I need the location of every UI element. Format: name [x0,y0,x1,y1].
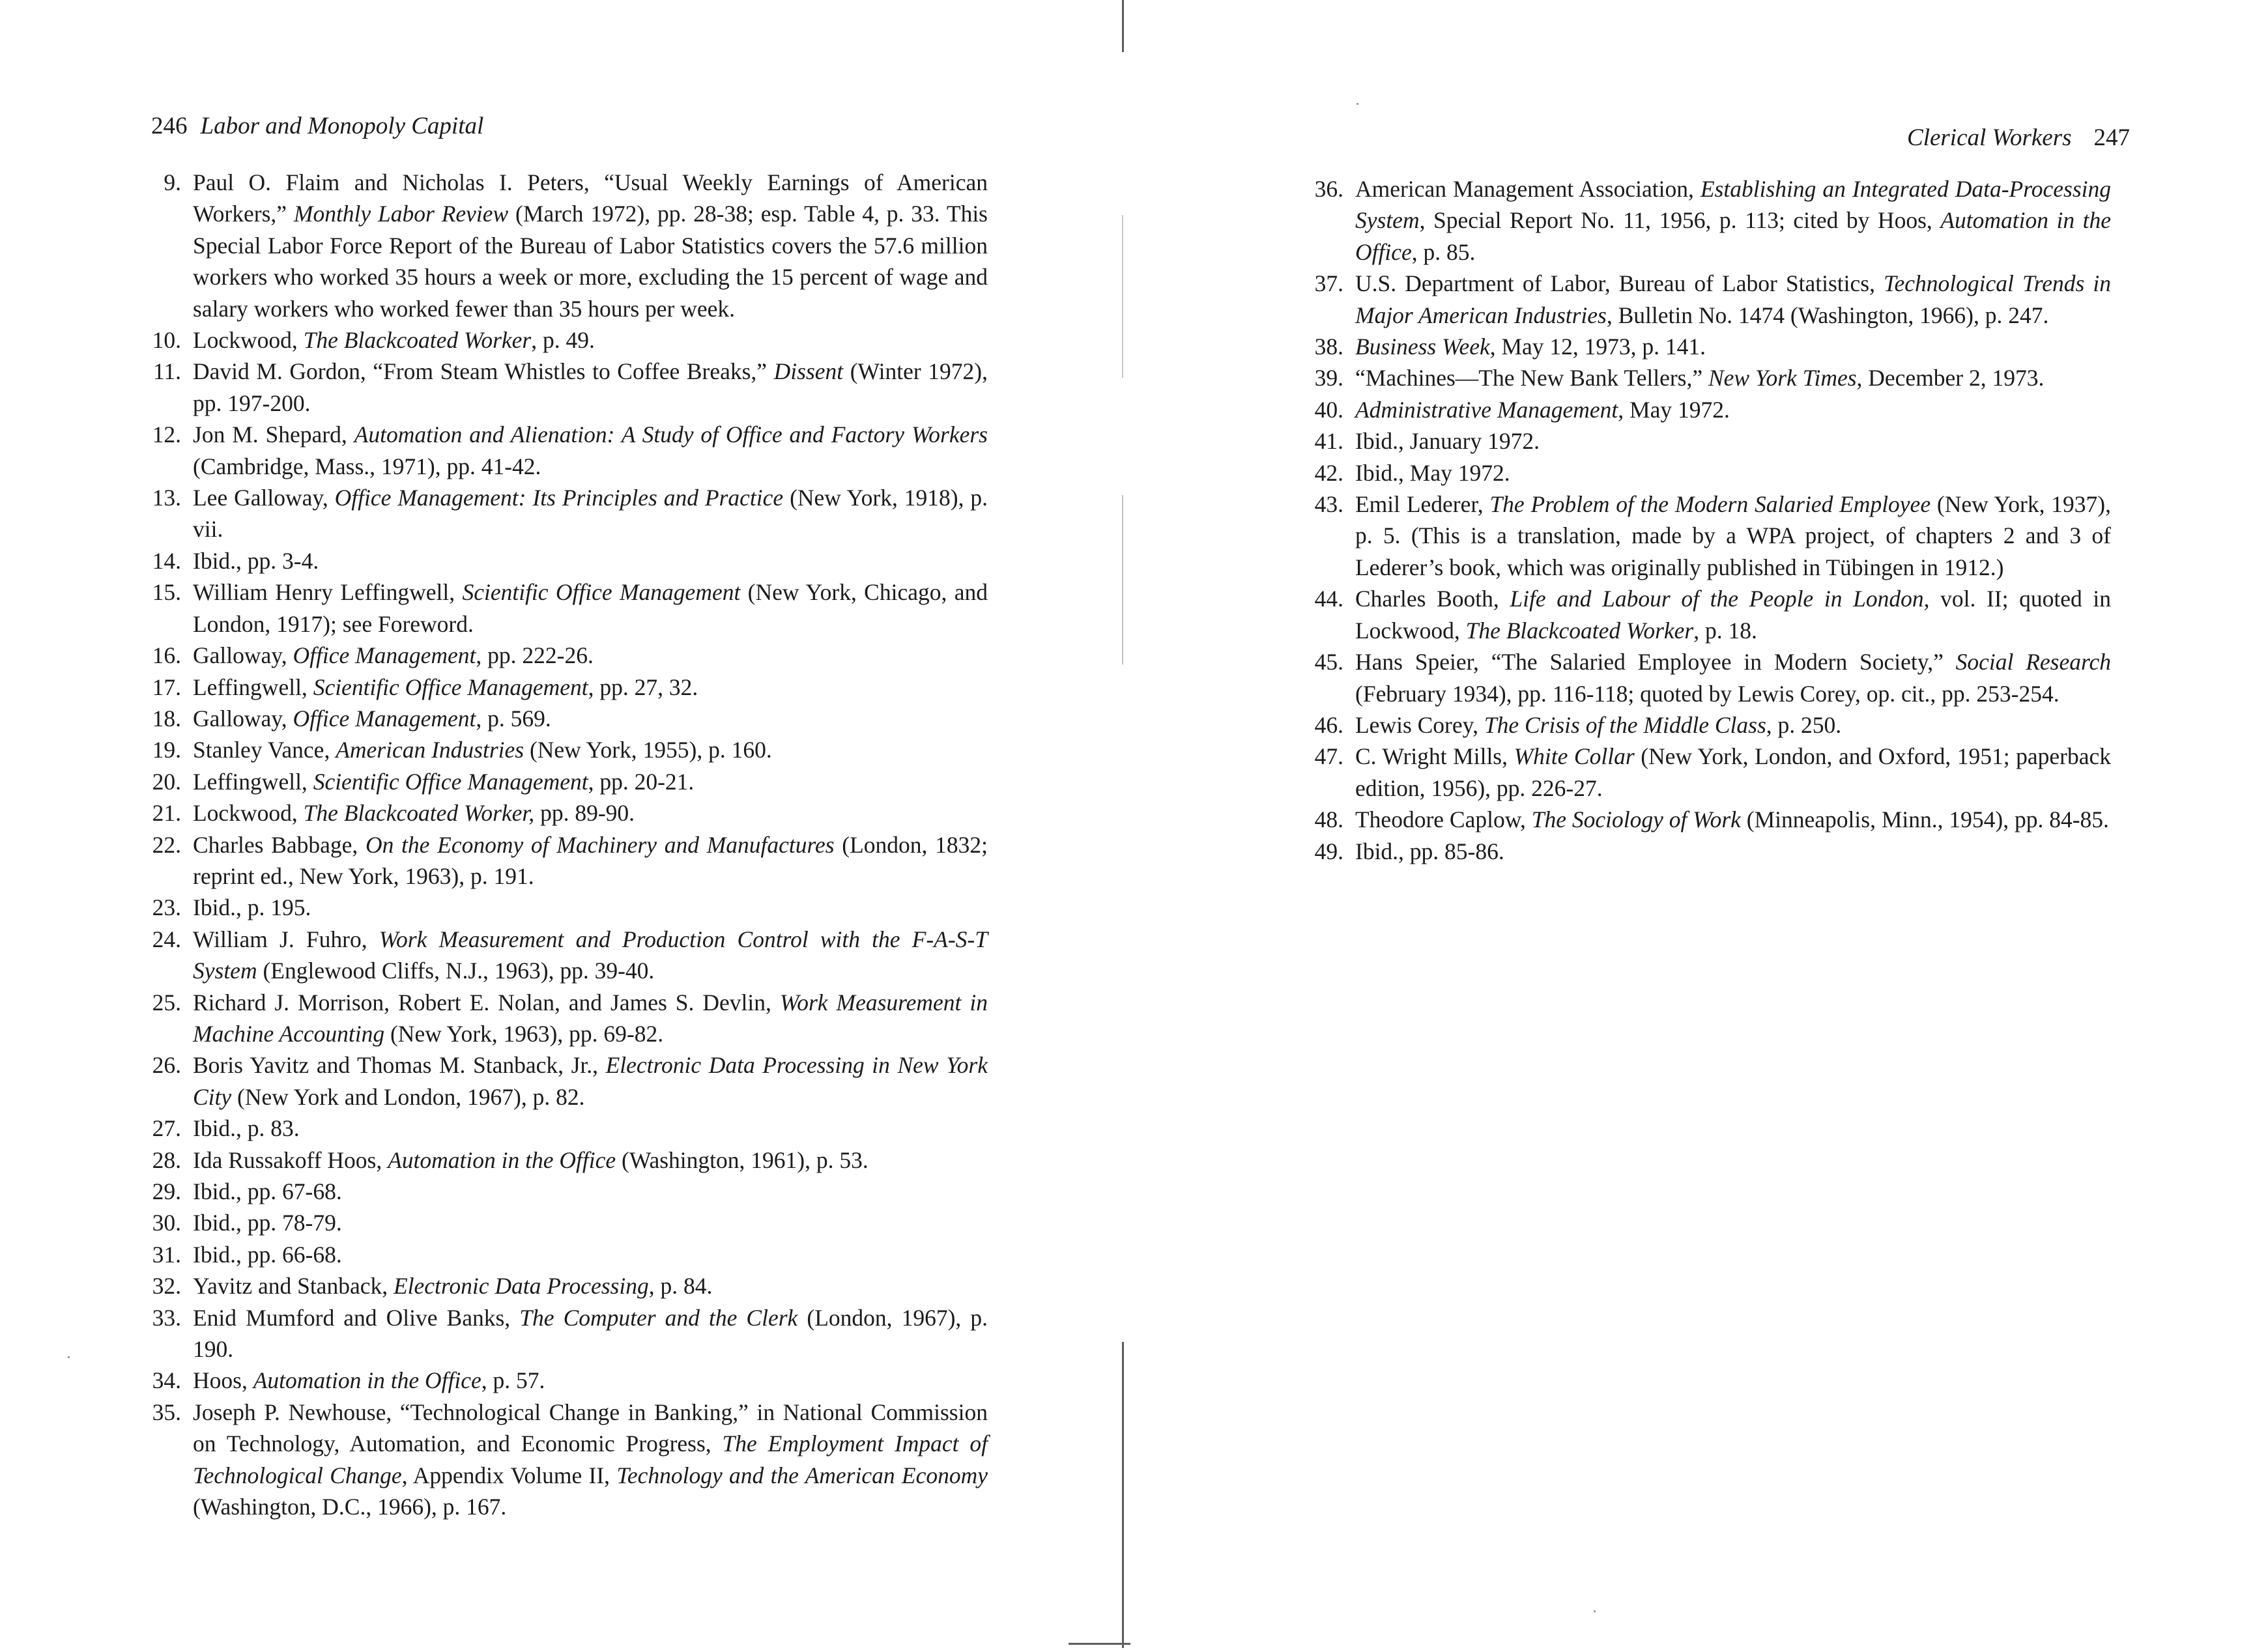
footnote-number: 42. [1314,459,1343,486]
italic-title: On the Economy of Machinery and Manufactures [365,831,835,858]
citation-text: , p. 250. [1766,711,1842,738]
footnote-number: 29. [152,1178,181,1204]
citation-text: (Englewood Cliffs, N.J., 1963), pp. 39-40. [257,958,655,984]
citation-text: , May 1972. [1618,396,1730,423]
footnote [1285,268,2111,331]
footnote-number: 45. [1314,649,1343,676]
right-page-number: 247 [2093,124,2130,151]
citation-text: Lockwood, [193,800,304,827]
italic-title: Office Management [293,705,476,732]
citation-text: , December 2, 1973. [1856,365,2045,391]
citation-text: , pp. 222-26. [476,642,594,669]
footnote [122,1207,988,1238]
footnote [122,1145,988,1176]
scan-speck [68,1356,70,1358]
italic-title: Life and Labour of the People in London [1510,586,1924,612]
footnote [1285,804,2111,835]
footnote-number: 24. [152,926,181,952]
citation-text: Ibid., May 1972. [1355,459,1510,486]
italic-title: The Blackcoated Worker [1465,617,1694,644]
footnote-text [1355,428,1540,454]
footnote-number: 13. [152,485,181,511]
italic-title: Office Management: Its Principles and Practice [334,485,784,511]
citation-text: (Winter 1972), pp. 197-200. [193,358,988,416]
citation-text: (Cambridge, Mass., 1971), pp. 41-42. [193,453,541,479]
citation-text: , pp. 27, 32. [588,674,698,700]
citation-text: (New York, 1937), p. 5. (This is a translation, made by a WPA project, of chapters 2 and 3 of Lederer’s book, which was originally published in Tübingen in 1912.) [1355,491,2111,580]
footnote-text [1355,176,2111,265]
footnote-text [193,832,988,889]
citation-text: , May 12, 1973, p. 141. [1489,334,1706,360]
citation-text: William Henry Leffingwell, [193,579,463,606]
footnote [122,987,988,1050]
footnote-text [193,358,988,416]
citation-text: C. Wright Mills, [1355,743,1514,770]
citation-text: Lockwood, [193,327,304,354]
footnote-number: 36. [1314,176,1343,202]
footnote [122,640,988,671]
footnote-text [193,674,698,700]
citation-text: , Bulletin No. 1474 (Washington, 1966), p. 247. [1606,302,2049,328]
citation-text: Enid Mumford and Olive Banks, [193,1304,520,1331]
footnote [122,1270,988,1302]
footnote-number: 35. [152,1399,181,1425]
gutter-foot-line [1069,1643,1130,1645]
italic-title: The Blackcoated Worker, [303,800,535,827]
footnote-number: 11. [152,358,181,385]
footnote-number: 21. [152,800,181,827]
citation-text: , p. 49. [531,327,595,354]
footnote-text [193,1178,342,1204]
citation-text: , p. 84. [648,1273,713,1300]
gutter-line-bottom [1122,1342,1124,1648]
citation-text: (New York and London, 1967), p. 82. [231,1083,585,1110]
citation-text: (New York, London, and Oxford, 1951; paperback edition, 1956), pp. 226-27. [1355,743,2112,801]
citation-text: Jon M. Shepard, [193,421,354,448]
footnote-text [1355,586,2111,643]
italic-title: Scientific Office Management [313,674,588,700]
footnote-number: 15. [152,579,181,606]
footnote [1285,173,2111,268]
left-page-number: 246 [151,113,188,139]
citation-text: Ibid., pp. 85-86. [1355,838,1504,864]
footnote-number: 20. [152,768,181,795]
citation-text: (New York, Chicago, and London, 1917); see Foreword. [193,579,988,637]
footnote [122,356,988,419]
footnote-text [193,1273,712,1299]
footnote-number: 14. [152,547,181,574]
italic-title: Administrative Management [1355,396,1618,423]
footnote [1285,394,2111,425]
footnote-number: 19. [152,737,181,763]
footnote-number: 41. [1314,428,1343,455]
italic-title: Dissent [773,358,844,385]
footnote [122,1049,988,1113]
footnote [1285,709,2111,741]
footnote-text [193,1399,988,1520]
footnote [122,1239,988,1270]
italic-title: Technological Trends in Major American Industries [1355,270,2111,328]
italic-title: Scientific Office Management [313,768,588,795]
footnote-number: 40. [1314,396,1343,423]
citation-text: , p. 569. [476,705,551,732]
footnote-number: 48. [1314,806,1343,833]
footnote-number: 12. [152,421,181,448]
footnote-number: 28. [152,1146,181,1173]
italic-title: The Crisis of the Middle Class [1484,711,1766,738]
italic-title: Electronic Data Processing [393,1273,649,1300]
right-notes-list [1285,173,2111,867]
citation-text: , Special Report No. 11, 1956, p. 113; cited by Hoos, [1419,207,1941,234]
footnote [122,545,988,576]
left-book-title: Labor and Monopoly Capital [200,113,484,139]
citation-text: (Minneapolis, Minn., 1954), pp. 84-85. [1740,806,2109,833]
citation-text: Joseph P. Newhouse, “Technological Change in Banking,” in National Commission on Technology, Automation, and Economic Progress, [193,1399,988,1457]
footnote [122,829,988,892]
footnote-text [1355,649,2111,706]
gutter-line-top [1122,0,1124,52]
footnote [122,892,988,923]
footnote [1285,646,2111,709]
footnote [1285,741,2111,804]
left-running-header [151,112,483,141]
footnote-text [1355,491,2111,580]
right-chapter-title: Clerical Workers [1907,124,2072,151]
footnote-text [193,1115,300,1141]
italic-title: Office Management [293,642,476,669]
italic-title: Electronic Data Processing in New York City [193,1052,988,1110]
citation-text: Boris Yavitz and Thomas M. Stanback, Jr., [193,1052,606,1079]
italic-title: Technology and the American Economy [616,1462,988,1488]
footnote-number: 23. [152,894,181,921]
citation-text: Ibid., p. 195. [193,894,311,921]
footnote-text [1355,365,2044,391]
footnote-text [193,800,635,826]
citation-text: Paul O. Flaim and Nicholas I. Peters, “Usual Weekly Earnings of American Workers,” [193,169,988,227]
footnote [122,576,988,640]
scan-speck [1356,103,1358,105]
footnote-text [1355,806,2109,832]
citation-text: , p. 57. [481,1367,545,1394]
gutter-line-faint-middle [1122,495,1123,664]
citation-text: (London, 1832; reprint ed., New York, 1963), p. 191. [193,831,988,889]
italic-title: The Blackcoated Worker [303,327,532,354]
footnote [122,1365,988,1396]
footnote-text [193,769,694,795]
footnote-number: 16. [152,642,181,669]
footnote [122,924,988,987]
footnote-text [1355,334,1706,360]
citation-text: Lewis Corey, [1355,711,1484,738]
footnote-text [193,1147,868,1173]
footnote-number: 22. [152,831,181,858]
italic-title: Establishing an Integrated Data-Processing System [1355,176,2111,234]
citation-text: Galloway, [193,642,293,669]
citation-text: Charles Booth, [1355,586,1510,612]
footnote-number: 37. [1314,270,1343,297]
footnote [1285,362,2111,393]
italic-title: Scientific Office Management [462,579,741,606]
footnote [122,672,988,703]
footnote [1285,836,2111,867]
footnote [122,1113,988,1144]
citation-text: American Management Association, [1355,176,1701,202]
italic-title: White Collar [1514,743,1635,770]
footnote-text [193,737,772,763]
footnote-number: 39. [1314,365,1343,391]
footnote-text [1355,743,2111,801]
citation-text: (Washington, 1961), p. 53. [616,1146,868,1173]
footnote-text [193,1052,988,1109]
citation-text: Theodore Caplow, [1355,806,1532,833]
italic-title: Work Measurement in Machine Accounting [193,989,988,1047]
citation-text: (March 1972), pp. 28-38; esp. Table 4, p. 33. This Special Labor Force Report of the Bureau of Labor Statistics covers the 57.6 million workers who worked 35 hours a week or more, excluding the 15 percent of wage and salary workers who worked fewer than 35 hours per week. [193,201,988,322]
citation-text: (February 1934), pp. 116-118; quoted by Lewis Corey, op. cit., pp. 253-254. [1355,680,2060,707]
italic-title: The Sociology of Work [1531,806,1741,833]
italic-title: American Industries [336,737,524,763]
citation-text: David M. Gordon, “From Steam Whistles to Coffee Breaks,” [193,358,774,385]
footnote [1285,583,2111,646]
citation-text: Hans Speier, “The Salaried Employee in Modern Society,” [1355,649,1956,676]
footnote-text [1355,270,2111,328]
italic-title: Automation in the Office [388,1146,616,1173]
citation-text: Stanley Vance, [193,737,336,763]
citation-text: Charles Babbage, [193,831,366,858]
italic-title: Monthly Labor Review [293,201,509,227]
footnote [122,734,988,765]
left-notes-list [122,167,988,1522]
citation-text: (New York, 1955), p. 160. [524,737,772,763]
right-running-header [1907,124,2130,152]
footnote [122,1397,988,1523]
italic-title: Social Research [1955,649,2111,676]
citation-text: William J. Fuhro, [193,926,379,952]
footnote [122,482,988,545]
citation-text: Leffingwell, [193,674,313,700]
citation-text: Richard J. Morrison, Robert E. Nolan, and James S. Devlin, [193,989,780,1016]
footnote-text [193,894,311,920]
footnote [122,167,988,324]
italic-title: The Problem of the Modern Salaried Employee [1489,491,1931,518]
footnote-text [1355,397,1730,423]
footnote-number: 46. [1314,711,1343,738]
footnote-number: 9. [164,169,181,195]
italic-title: Automation in the Office [253,1367,481,1394]
citation-text: , p. 85. [1411,238,1476,265]
citation-text: (New York, 1918), p. vii. [193,485,988,543]
footnote-text [193,421,988,479]
italic-title: The Employment Impact of Technological Change [193,1430,988,1488]
citation-text: Galloway, [193,705,293,732]
italic-title: New York Times [1708,365,1857,391]
citation-text: Ibid., p. 83. [193,1115,300,1142]
gutter-line-faint-upper [1122,215,1123,378]
footnote-text [193,1367,545,1393]
footnote [122,1302,988,1365]
footnote-number: 49. [1314,838,1343,864]
footnote-text [1355,838,1504,864]
italic-title: Business Week [1355,334,1490,360]
footnote-text [193,1242,342,1268]
footnote-text [193,1210,342,1236]
citation-text: Hoos, [193,1367,253,1394]
footnote [122,797,988,829]
footnote-text [193,1305,988,1362]
footnote-number: 26. [152,1052,181,1079]
footnote-number: 43. [1314,491,1343,518]
footnote-text [193,926,988,984]
citation-text: , p. 18. [1693,617,1757,644]
italic-title: Automation in the Office [1355,207,2111,265]
footnote-number: 27. [152,1115,181,1142]
footnote [122,1176,988,1207]
citation-text: Ibid., January 1972. [1355,428,1540,455]
footnote-text [193,705,551,732]
footnote-text [193,642,594,668]
citation-text: pp. 89-90. [534,800,635,827]
footnote-text [193,327,595,353]
footnote-text [193,485,988,542]
footnote [1285,457,2111,489]
citation-text: (New York, 1963), pp. 69-82. [384,1020,664,1047]
footnote-text [193,169,988,322]
footnote-number: 30. [152,1210,181,1236]
citation-text: Ibid., pp. 67-68. [193,1178,342,1204]
citation-text: (Washington, D.C., 1966), p. 167. [193,1494,507,1520]
italic-title: Work Measurement and Production Control with the F-A-S-T System [193,926,988,984]
citation-text: (London, 1967), p. 190. [193,1304,988,1363]
scan-speck [1594,1610,1596,1612]
footnote-number: 18. [152,705,181,732]
footnote-number: 10. [152,327,181,354]
footnote-text [193,989,988,1047]
citation-text: , pp. 20-21. [588,768,695,795]
footnote-number: 31. [152,1241,181,1268]
footnote [1285,425,2111,457]
citation-text: Ibid., pp. 3-4. [193,547,319,574]
citation-text: , Appendix Volume II, [401,1462,617,1488]
footnote-number: 33. [152,1304,181,1331]
footnote [122,766,988,797]
footnote [1285,489,2111,583]
footnote-number: 47. [1314,743,1343,770]
citation-text: , vol. II; quoted in Lockwood, [1355,586,2112,644]
citation-text: U.S. Department of Labor, Bureau of Labor Statistics, [1355,270,1884,297]
footnote [122,419,988,482]
footnote-number: 34. [152,1367,181,1394]
citation-text: Yavitz and Stanback, [193,1273,394,1300]
footnote [122,703,988,734]
citation-text: Ida Russakoff Hoos, [193,1146,388,1173]
citation-text: Lee Galloway, [193,485,335,511]
citation-text: Emil Lederer, [1355,491,1490,518]
right-page [1134,0,2268,1650]
footnote-text [1355,460,1510,486]
italic-title: The Computer and the Clerk [519,1304,798,1331]
footnote-text [1355,712,1841,738]
footnote-number: 25. [152,989,181,1016]
footnote-number: 38. [1314,334,1343,360]
footnote-number: 17. [152,674,181,700]
citation-text: “Machines—The New Bank Tellers,” [1355,365,1708,391]
footnote [122,324,988,356]
footnote [1285,331,2111,362]
footnote-text [193,548,319,574]
citation-text: Ibid., pp. 66-68. [193,1241,342,1268]
footnote-number: 44. [1314,586,1343,612]
footnote-text [193,579,988,636]
italic-title: Automation and Alienation: A Study of Office and Factory Workers [354,421,988,448]
citation-text: Ibid., pp. 78-79. [193,1210,342,1236]
footnote-number: 32. [152,1273,181,1300]
citation-text: Leffingwell, [193,768,313,795]
